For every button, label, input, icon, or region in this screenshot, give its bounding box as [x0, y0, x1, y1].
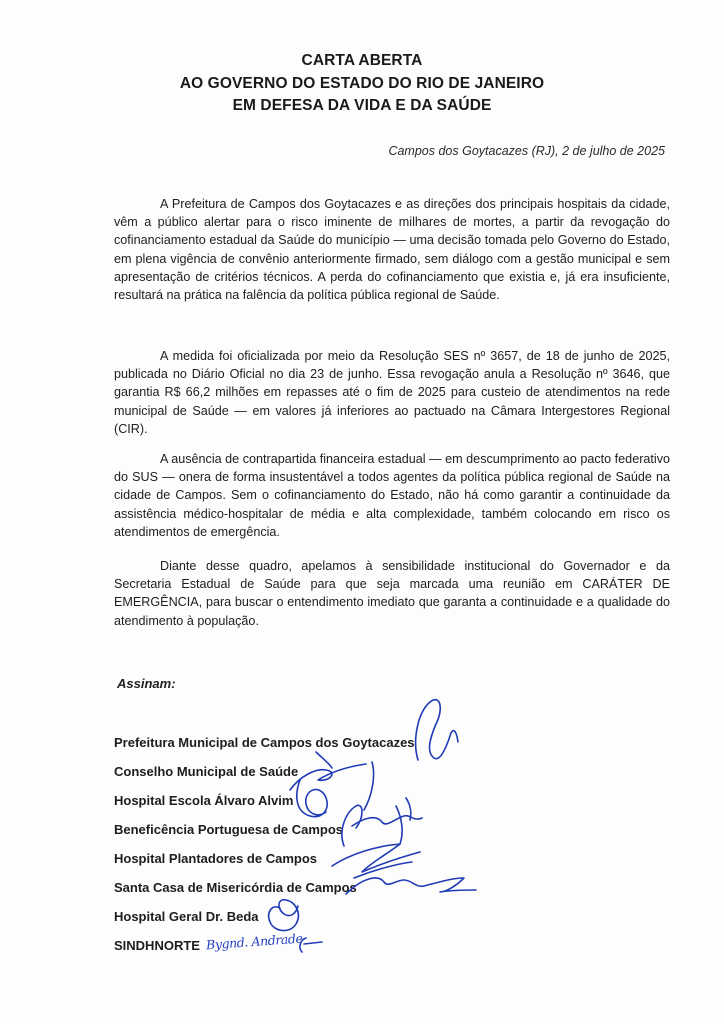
- signatory-conselho: Conselho Municipal de Saúde: [114, 764, 299, 779]
- signatory-santa-casa: Santa Casa de Misericórdia de Campos: [114, 880, 357, 895]
- letter-title-line-1: CARTA ABERTA: [301, 52, 423, 69]
- signature-santa-casa: [346, 878, 476, 894]
- signature-sindhnorte: Bygnd. Andrade: [205, 930, 303, 953]
- signatories-label: Assinam:: [117, 676, 176, 691]
- signature-plantadores: [332, 844, 420, 878]
- signature-prefeitura: [416, 700, 458, 760]
- signatory-hospital-escola: Hospital Escola Álvaro Alvim: [114, 793, 294, 808]
- body-paragraph-4: Diante desse quadro, apelamos à sensibilidade institucional do Governador e da Secretaria Estadual de Saúde para que seja marcada uma reunião em CARÁTER DE EMERGÊNCIA, para buscar o entendimento imediato que garanta a continuidade e a qualidade do atendimento à população.: [114, 559, 670, 628]
- signature-beneficencia: [342, 798, 422, 846]
- body-paragraph-1: A Prefeitura de Campos dos Goytacazes e as direções dos principais hospitais da cidade, vêm a público alertar para o risco iminente de milhares de mortes, a partir da revogação do cofinanciamento estadual da Saúde do município — uma decisão tomada pelo Governo do Estado, em plena vigência de convênio anteriormente firmado, sem diálogo com a gestão municipal e sem apresentação de critérios técnicos. A perda do cofinanciamento que existia e, já era insuficiente, resultará na prática na falência da política pública regional de Saúde.: [114, 197, 670, 303]
- place-and-date: Campos dos Goytacazes (RJ), 2 de julho de 2025: [388, 144, 665, 158]
- body-paragraph-2: A medida foi oficializada por meio da Resolução SES nº 3657, de 18 de junho de 2025, publicada no Diário Oficial no dia 23 de junho. Essa revogação anula a Resolução nº 3646, que garantia R$ 66,2 milhões em repasses até o fim de 2025 para custeio de atendimentos na rede municipal de Saúde — em valores já inferiores ao pactuado na Câmara Intergestores Regional (CIR).: [114, 349, 670, 436]
- signature-conselho: [290, 752, 374, 810]
- signatory-prefeitura: Prefeitura Municipal de Campos dos Goytacazes: [114, 735, 415, 750]
- body-paragraph-3: A ausência de contrapartida financeira estadual — em descumprimento ao pacto federativo do SUS — onera de forma insustentável a todos agentes da política pública regional de Saúde na cidade de Campos. Sem o cofinanciamento do Estado, não há como garantir a continuidade da assistência médico-hospitalar de média e alta complexidade, também colocando em risco os atendimentos de emergência.: [114, 452, 670, 539]
- signature-hospital-beda: [269, 900, 299, 931]
- letter-title-line-3: EM DEFESA DA VIDA E DA SAÚDE: [232, 97, 492, 114]
- signatory-sindhnorte: SINDHNORTE: [114, 938, 200, 953]
- signatory-hospital-beda: Hospital Geral Dr. Beda: [114, 909, 259, 924]
- signatory-beneficencia: Beneficência Portuguesa de Campos: [114, 822, 344, 837]
- signatory-plantadores: Hospital Plantadores de Campos: [114, 851, 317, 866]
- signature-hospital-escola: [297, 780, 327, 817]
- letter-title-line-2: AO GOVERNO DO ESTADO DO RIO DE JANEIRO: [179, 75, 545, 92]
